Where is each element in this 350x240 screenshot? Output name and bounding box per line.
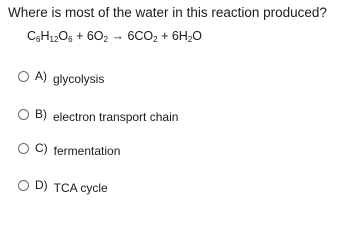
option-label: fermentation (53, 144, 121, 158)
radio-button-c[interactable] (18, 143, 29, 154)
equation-part: + 6O (72, 29, 104, 43)
equation-part: O (58, 29, 69, 43)
radio-button-d[interactable] (18, 180, 29, 191)
equation-subscript: 6 (36, 35, 41, 44)
equation-part: H (40, 29, 50, 43)
equation-part: 6CO (127, 29, 154, 43)
equation-subscript: 2 (153, 35, 158, 44)
reaction-arrow: → (107, 29, 128, 43)
radio-button-a[interactable] (18, 71, 29, 82)
option-label: glycolysis (53, 72, 105, 86)
equation-part: + 6H (157, 29, 188, 43)
answer-option-c[interactable] (18, 141, 121, 158)
equation-subscript: 2 (187, 35, 193, 44)
option-letter: A) (35, 69, 47, 83)
option-label: TCA cycle (53, 181, 108, 195)
question-text: Where is most of the water in this reaction produced? (8, 5, 327, 20)
equation-subscript: 12 (49, 35, 59, 44)
option-letter: C) (35, 141, 48, 155)
option-letter: B) (35, 107, 47, 121)
option-label: electron transport chain (53, 110, 179, 124)
answer-option-a[interactable] (18, 69, 105, 86)
reaction-equation (27, 27, 202, 45)
equation-part: O (192, 29, 203, 43)
equation-subscript: 6 (68, 35, 73, 44)
equation-part: C (27, 29, 37, 43)
option-letter: D) (35, 178, 48, 192)
radio-button-b[interactable] (18, 109, 29, 120)
equation-subscript: 2 (103, 35, 108, 44)
answer-option-d[interactable] (18, 178, 108, 195)
answer-option-b[interactable] (18, 107, 179, 124)
